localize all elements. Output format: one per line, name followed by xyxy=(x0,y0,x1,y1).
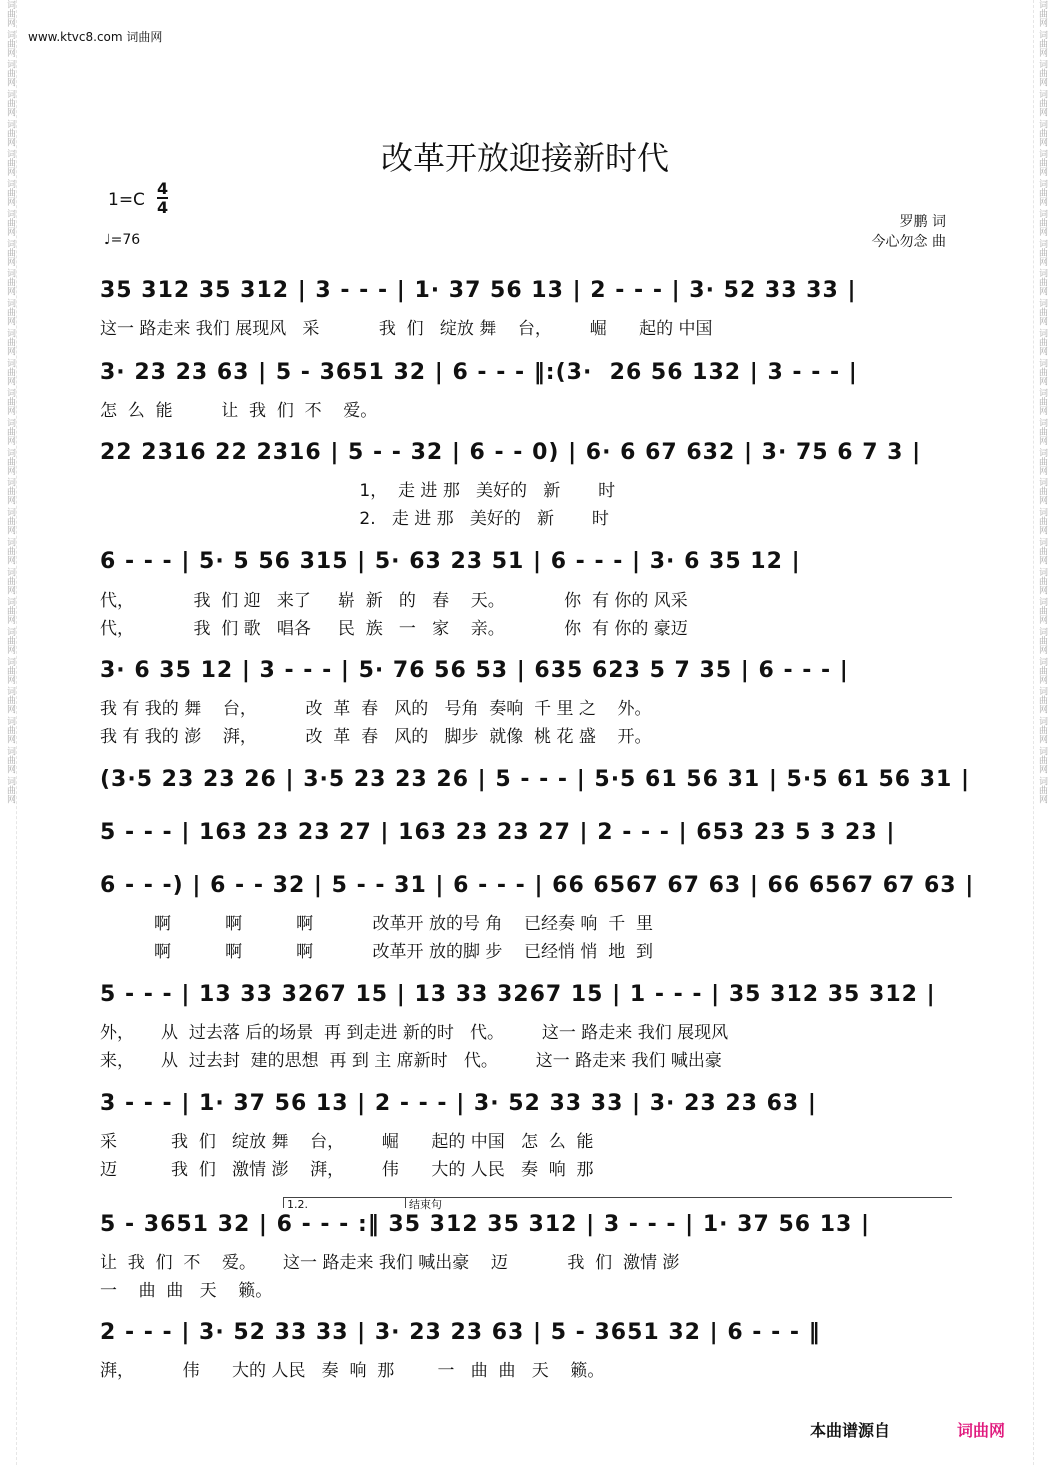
site-name: 词曲网 xyxy=(126,30,163,44)
lyric-line: 啊 啊 啊 改革开 放的脚 步 已经悄 悄 地 到 xyxy=(100,942,653,962)
lyricist: 罗鹏 词 xyxy=(899,214,946,230)
meter-bottom: 4 xyxy=(157,198,169,217)
meter-top: 4 xyxy=(157,179,169,198)
side-watermark-text: 词曲网 xyxy=(5,0,15,27)
lyric-line: 我 有 我的 舞 台， 改 革 春 风的 号角 奏响 千 里 之 外。 xyxy=(100,699,652,719)
footer-source-label: 本曲谱源自 xyxy=(810,1421,891,1440)
credits xyxy=(872,212,946,252)
lyric-line: 代， 我 们 歌 唱各 民 族 一 家 亲。 你 有 你的 豪迈 xyxy=(100,619,688,639)
tempo-marking: ♩=76 xyxy=(104,232,141,248)
notation-line: 5 - - - | 13 33 3267 15 | 13 33 3267 15 | 1 - - - | 35 312 35 312 | xyxy=(100,982,936,1007)
song-title: 改革开放迎接新时代 xyxy=(380,139,669,177)
notation-line: 3 - - - | 1· 37 56 13 | 2 - - - | 3· 52 33 33 | 3· 23 23 63 | xyxy=(100,1091,817,1116)
lyric-line: 外， 从 过去落 后的场景 再 到走进 新的时 代。 这一 路走来 我们 展现风 xyxy=(100,1023,729,1043)
lyric-line: 我 有 我的 澎 湃， 改 革 春 风的 脚步 就像 桃 花 盛 开。 xyxy=(100,727,652,747)
notation-line: 6 - - - | 5· 5 56 315 | 5· 63 23 51 | 6 - - - | 3· 6 35 12 | xyxy=(100,549,801,574)
notation-line: 3· 6 35 12 | 3 - - - | 5· 76 56 53 | 635 623 5 7 35 | 6 - - - | xyxy=(100,658,849,683)
ending-bracket-first: 1.2. xyxy=(283,1197,405,1208)
lyric-line: 代， 我 们 迎 来了 崭 新 的 春 天。 你 有 你的 风采 xyxy=(100,591,688,611)
lyric-line: 这一 路走来 我们 展现风 采 我 们 绽放 舞 台， 崛 起的 中国 xyxy=(100,319,713,339)
left-watermark-strip: 词曲网 词曲网 词曲网 词曲网 词曲网 词曲网 词曲网 词曲网 词曲网 词曲网 词曲网 词曲网 词曲网 词曲网 词曲网 词曲网 词曲网 词曲网 词曲网 词曲网 词曲网 词曲网 词曲网 词曲网 词曲网 词曲网 词曲网 xyxy=(2,0,17,1465)
time-signature xyxy=(157,180,168,216)
notation-line: 3· 23 23 63 | 5 - 3651 32 | 6 - - - ‖:(3· 26 56 132 | 3 - - - | xyxy=(100,360,858,385)
lyric-line: 啊 啊 啊 改革开 放的号 角 已经奏 响 千 里 xyxy=(100,914,653,934)
lyric-line: 让 我 们 不 爱。 这一 路走来 我们 喊出豪 迈 我 们 激情 澎 xyxy=(100,1253,680,1273)
notation-line: 5 - - - | 163 23 23 27 | 163 23 23 27 | 2 - - - | 653 23 5 3 23 | xyxy=(100,820,896,845)
lyric-line: 来， 从 过去封 建的思想 再 到 主 席新时 代。 这一 路走来 我们 喊出豪 xyxy=(100,1051,722,1071)
key-signature: 1=C xyxy=(108,190,145,210)
lyric-line: 怎 么 能 让 我 们 不 爱。 xyxy=(100,401,378,421)
notation-line: 6 - - -) | 6 - - 32 | 5 - - 31 | 6 - - - | 66 6567 67 63 | 66 6567 67 63 | xyxy=(100,873,975,898)
notation-line: (3·5 23 23 26 | 3·5 23 23 26 | 5 - - - | 5·5 61 56 31 | 5·5 61 56 31 | xyxy=(100,767,971,792)
site-header xyxy=(28,28,162,45)
site-url[interactable]: www.ktvc8.com xyxy=(28,30,123,44)
lyric-line: 1， 走 进 那 美好的 新 时 xyxy=(100,481,616,501)
notation-line: 2 - - - | 3· 52 33 33 | 3· 23 23 63 | 5 - 3651 32 | 6 - - - ‖ xyxy=(100,1320,821,1345)
lyric-line: 2. 走 进 那 美好的 新 时 xyxy=(100,509,609,529)
right-watermark-strip: 词曲网 词曲网 词曲网 词曲网 词曲网 词曲网 词曲网 词曲网 词曲网 词曲网 词曲网 词曲网 词曲网 词曲网 词曲网 词曲网 词曲网 词曲网 词曲网 词曲网 词曲网 词曲网 词曲网 词曲网 词曲网 词曲网 词曲网 xyxy=(1033,0,1048,1465)
notation-line: 35 312 35 312 | 3 - - - | 1· 37 56 13 | 2 - - - | 3· 52 33 33 | xyxy=(100,278,857,303)
ending-bracket-coda: 结束句 xyxy=(405,1197,952,1208)
footer-source-link[interactable]: 词曲网 xyxy=(957,1421,1006,1440)
composer: 今心勿念 曲 xyxy=(871,234,946,250)
lyric-line: 采 我 们 绽放 舞 台， 崛 起的 中国 怎 么 能 xyxy=(100,1132,594,1152)
notation-line: 5 - 3651 32 | 6 - - - :‖ 35 312 35 312 | 3 - - - | 1· 37 56 13 | xyxy=(100,1212,871,1237)
lyric-line: 湃， 伟 大的 人民 奏 响 那 一 曲 曲 天 籁。 xyxy=(100,1361,605,1381)
lyric-line: 迈 我 们 激情 澎 湃， 伟 大的 人民 奏 响 那 xyxy=(100,1160,594,1180)
lyric-line: 一 曲 曲 天 籁。 xyxy=(100,1281,273,1301)
notation-line: 22 2316 22 2316 | 5 - - 32 | 6 - - 0) | 6· 6 67 632 | 3· 75 6 7 3 | xyxy=(100,440,922,465)
